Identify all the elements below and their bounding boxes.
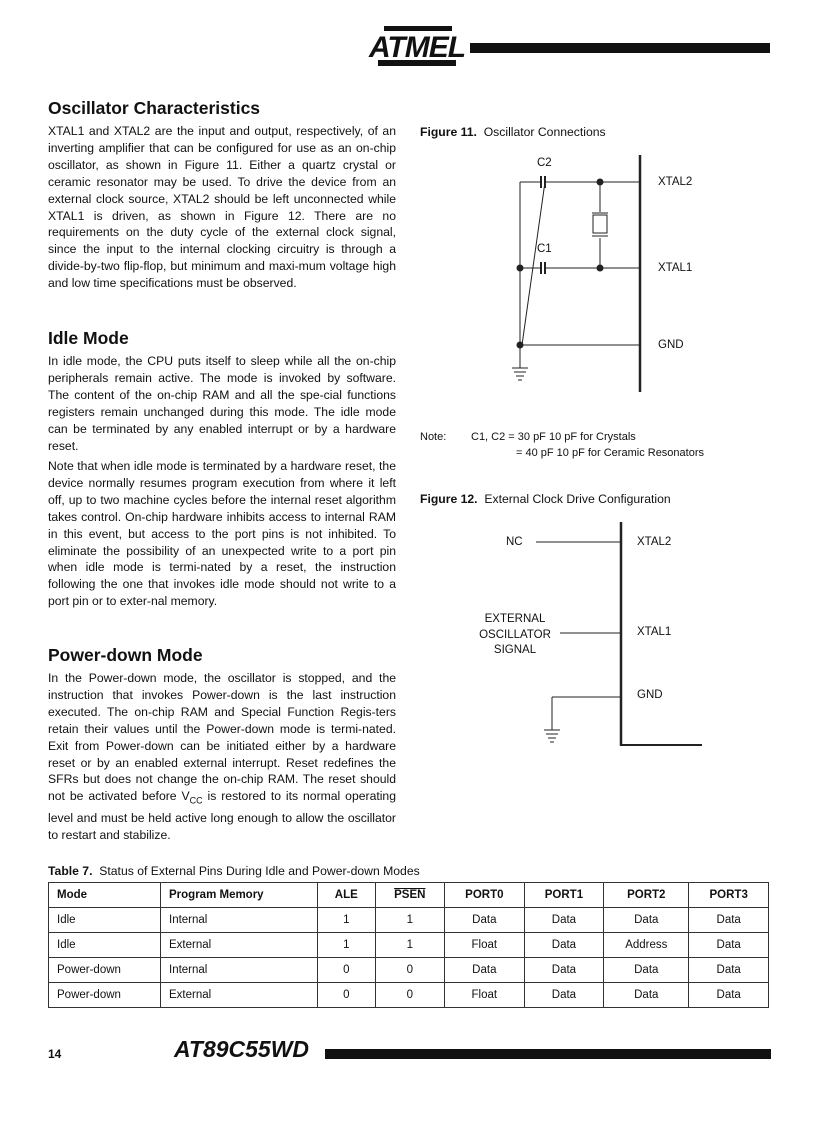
col-mode: Mode [49,883,161,908]
cell: Internal [161,958,318,983]
cell: Data [689,933,769,958]
label-c2: C2 [537,157,552,169]
label-signal: SIGNAL [493,644,537,656]
cell: 0 [318,958,376,983]
cell: Data [604,958,689,983]
cell: Data [689,983,769,1008]
cell: External [161,983,318,1008]
idle-paragraph-1: In idle mode, the CPU puts itself to sleep while all the on-chip peripherals remain active. The mode is invoked by software. The content of the on-chip RAM and all the spe-cial functions registers remain unchanged during this mode. The idle mode can be terminated by any enabled interrupt or by a hardware reset. [48,354,396,453]
footer-rule [325,1049,771,1059]
idle-paragraph-2: Note that when idle mode is terminated by a hardware reset, the device normally resumes program execution from where it left off, up to two machine cycles before the internal reset algorithm takes control. On-chip hardware inhibits access to internal RAM in this event, but access to the port pins is not inhibited. To eliminate the possibility of an unexpected write to a port pin when idle mode is termi-nated by a reset, the instruction following the one that invokes idle mode should not write to a port pin or to exter-nal memory. [48,459,396,609]
label-gnd: GND [658,339,684,351]
section-title-idle: Idle Mode [48,328,129,348]
cell: 1 [318,933,376,958]
table-row [49,933,769,958]
cell: Data [445,958,525,983]
cell: Data [689,908,769,933]
cell: 1 [318,908,376,933]
label-fig12-xtal2: XTAL2 [637,536,672,548]
cell: External [161,933,318,958]
logo-text: ATMEL [368,31,466,64]
label-oscillator: OSCILLATOR [479,628,551,641]
atmel-logo [368,24,466,70]
col-port2: PORT2 [604,883,689,908]
cell: 0 [375,958,445,983]
cell: Power-down [49,958,161,983]
figure-12-caption [420,492,671,506]
table-7-label: Table 7. [48,864,93,878]
col-port0: PORT0 [445,883,525,908]
col-port1: PORT1 [524,883,604,908]
label-fig12-xtal1: XTAL1 [637,626,672,638]
label-fig12-gnd: GND [637,689,663,701]
oscillator-paragraph: XTAL1 and XTAL2 are the input and output, respectively, of an inverting amplifier that can be configured for use as an on-chip oscillator, as shown in Figure 11. Either a quartz crystal or ceramic resonator may be used. To drive the device from an external clock source, XTAL2 should be left unconnected while XTAL1 is driven, as shown in Figure 12. There are no requirements on the duty cycle of the external clock signal, since the input to the internal clocking circuitry is through a divide-by-two flip-flop, but minimum and maxi-mum voltage high and low time specifications must be observed. [48,124,396,291]
table-7-title: Status of External Pins During Idle and Power-down Modes [99,864,420,878]
cell: 1 [375,908,445,933]
cell: Internal [161,908,318,933]
label-xtal2: XTAL2 [658,176,693,188]
cell: Data [445,908,525,933]
cell: Data [524,958,604,983]
label-xtal1: XTAL1 [658,262,693,274]
figure-11-title: Oscillator Connections [483,125,606,139]
note-label: Note: [420,431,447,443]
cell: Idle [49,933,161,958]
header-rule [470,43,770,53]
model-name: AT89C55WD [174,1036,310,1062]
oscillator-connections-diagram [500,150,650,395]
external-clock-diagram [530,520,710,755]
label-external-oscillator-signal [474,612,556,659]
power-down-paragraph [48,670,396,844]
cell: Float [445,933,525,958]
cell: Float [445,983,525,1008]
cell: 0 [318,983,376,1008]
col-program-memory: Program Memory [161,883,318,908]
cell: Data [689,958,769,983]
cell: 1 [375,933,445,958]
section-title-oscillator: Oscillator Characteristics [48,98,261,118]
cell: Idle [49,908,161,933]
pin-status-table [48,882,769,1008]
figure-12-label: Figure 12. [420,492,478,506]
section-title-power-down: Power-down Mode [48,645,203,665]
label-c1: C1 [537,243,552,255]
cell: Data [524,983,604,1008]
cell: Power-down [49,983,161,1008]
table-header-row [49,883,769,908]
table-row [49,983,769,1008]
figure-11-label: Figure 11. [420,125,477,139]
figure-12-title: External Clock Drive Configuration [484,492,671,506]
page-number: 14 [48,1047,62,1061]
note-line-1: C1, C2 = 30 pF 10 pF for Crystals [471,431,636,443]
label-nc: NC [506,536,523,548]
cell: Data [524,933,604,958]
figure-11-caption [420,125,606,139]
table-row [49,958,769,983]
table-row [49,908,769,933]
col-ale: ALE [318,883,376,908]
label-external: EXTERNAL [484,613,546,625]
col-port3: PORT3 [689,883,769,908]
cell: 0 [375,983,445,1008]
cell: Data [604,983,689,1008]
col-psen: PSEN [375,883,445,908]
cell: Data [604,908,689,933]
vcc-subscript: CC [189,795,203,806]
power-down-text-a: In the Power-down mode, the oscillator is stopped, and the instruction that invokes Power-down is the last instruction executed. The on-chip RAM and Special Function Regis-ters retain their values until the Power-down mode is termi-nated. Exit from Power-down can be initiated either by a hardware reset or by an enabled external interrupt. Reset redefines the SFRs but does not change the on-chip RAM. The reset should not be activated before V [48,671,396,804]
note-line-2: = 40 pF 10 pF for Ceramic Resonators [516,447,704,459]
power-down-text-b: is restored to its normal operating level and must be held active long enough to allow the oscillator to restart and stabilize. [48,789,396,842]
cell: Address [604,933,689,958]
table-7-caption [48,864,420,878]
cell: Data [524,908,604,933]
